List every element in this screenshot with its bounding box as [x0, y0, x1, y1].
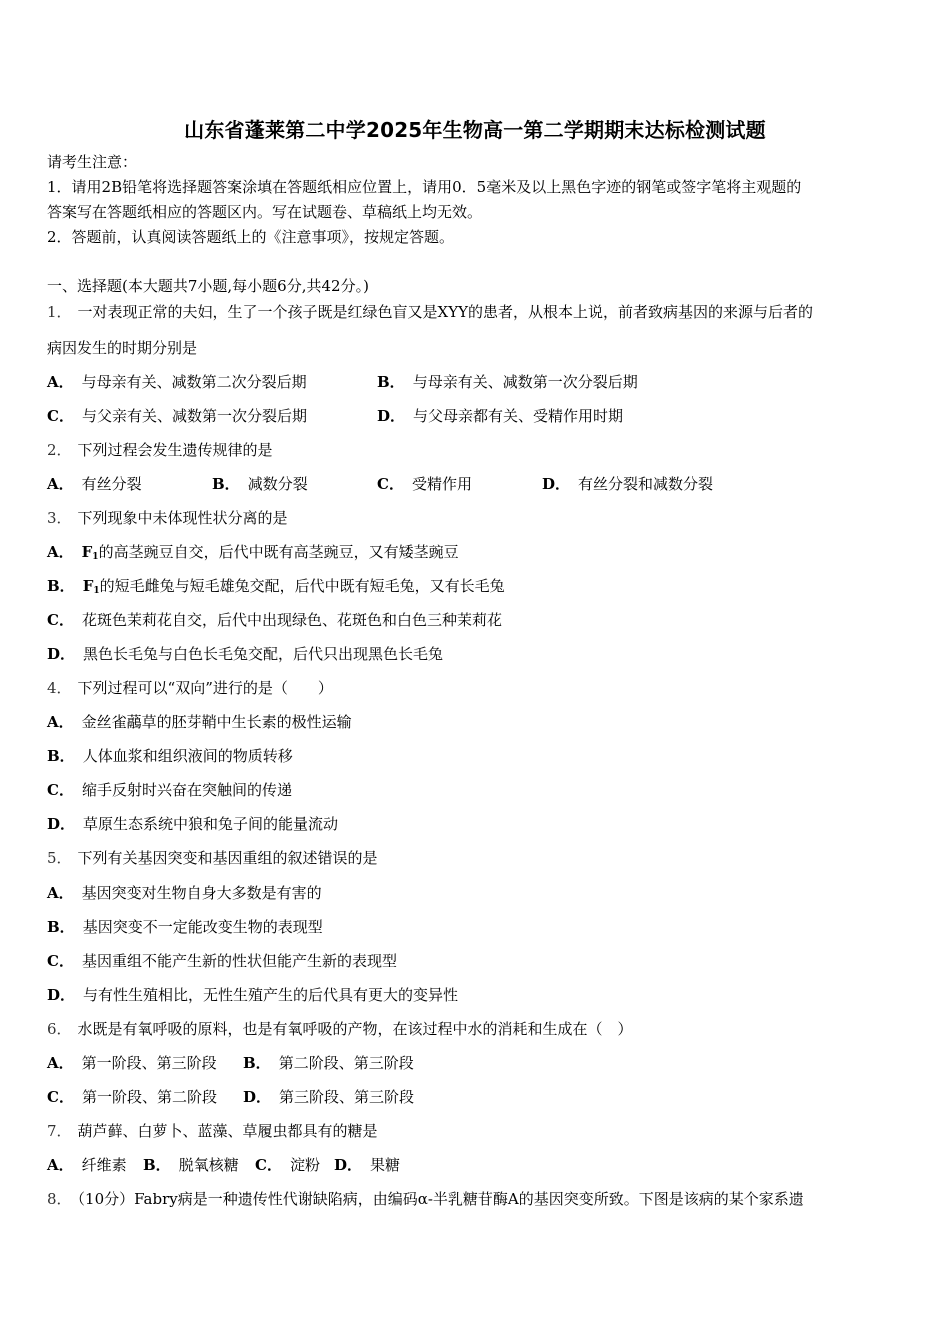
question-text: 下列有关基因突变和基因重组的叙述错误的是 [77, 849, 378, 867]
question-number: 1． [47, 303, 72, 321]
option-b[interactable]: B． $F_1$的短毛雌兔与短毛雄兔交配，后代中既有短毛兔，又有长毛兔 [47, 577, 505, 596]
option-a[interactable]: A． 金丝雀虉草的胚芽鞘中生长素的极性运输 [47, 713, 352, 731]
option-b[interactable]: B． 第二阶段、第三阶段 [243, 1054, 414, 1072]
option-d[interactable]: D． 草原生态系统中狼和兔子间的能量流动 [47, 815, 339, 833]
option-d[interactable]: D． 有丝分裂和减数分裂 [542, 475, 714, 493]
option-a[interactable]: A． 基因突变对生物自身大多数是有害的 [47, 884, 322, 902]
option-b[interactable]: B． 与母亲有关、减数第一次分裂后期 [377, 373, 638, 391]
option-b[interactable]: B． 减数分裂 [212, 475, 308, 493]
option-c[interactable]: C． 与父亲有关、减数第一次分裂后期 [47, 407, 307, 425]
question-number: 8． [47, 1190, 72, 1208]
option-c[interactable]: C． 花斑色茉莉花自交，后代中出现绿色、花斑色和白色三种茉莉花 [47, 611, 502, 629]
option-d[interactable]: D． 第三阶段、第三阶段 [243, 1088, 415, 1106]
question-text: 下列过程会发生遗传规律的是 [77, 441, 273, 459]
option-c[interactable]: C． 缩手反射时兴奋在突触间的传递 [47, 781, 292, 799]
question-number: 4． [47, 679, 72, 697]
notice-item-1: 1．请用2B铅笔将选择题答案涂填在答题纸相应位置上，请用0．5毫米及以上黑色字迹的钢笔或签字笔将主观题的 [47, 178, 802, 196]
question-text: 下列现象中未体现性状分离的是 [77, 509, 288, 527]
notice-item-1-cont: 答案写在答题纸相应的答题区内。写在试题卷、草稿纸上均无效。 [47, 203, 483, 221]
question-text: 葫芦藓、白萝卜、蓝藻、草履虫都具有的糖是 [77, 1122, 378, 1140]
option-a[interactable]: A． 与母亲有关、减数第二次分裂后期 [47, 373, 307, 391]
option-c[interactable]: C． 淀粉 [255, 1156, 320, 1174]
question-text: （10分）Fabry病是一种遗传性代谢缺陷病，由编码α-半乳糖苷酶A的基因突变所致。下图是该病的某个家系遗 [77, 1190, 804, 1208]
question-text: 水既是有氧呼吸的原料，也是有氧呼吸的产物，在该过程中水的消耗和生成在（ ） [77, 1020, 633, 1038]
question-number: 7． [47, 1122, 72, 1140]
option-c[interactable]: C． 受精作用 [377, 475, 472, 493]
option-d[interactable]: D． 与父母亲都有关、受精作用时期 [377, 407, 624, 425]
question-8 [47, 1189, 804, 1209]
section-heading: 一、选择题(本大题共7小题,每小题6分,共42分。) [47, 277, 369, 295]
option-b[interactable]: B． 基因突变不一定能改变生物的表现型 [47, 918, 323, 936]
question-7 [47, 1121, 378, 1141]
question-text: 一对表现正常的夫妇，生了一个孩子既是红绿色盲又是XYY的患者，从根本上说，前者致病基因的来源与后者的 [77, 303, 814, 321]
option-a[interactable]: A． 纤维素 [47, 1156, 127, 1174]
question-6 [47, 1019, 633, 1039]
question-1 [47, 302, 813, 322]
page-title: 山东省蓬莱第二中学2025年生物高一第二学期期末达标检测试题 [184, 118, 766, 142]
option-b[interactable]: B． 人体血浆和组织液间的物质转移 [47, 747, 293, 765]
option-d[interactable]: D． 果糖 [334, 1156, 401, 1174]
option-c[interactable]: C． 第一阶段、第二阶段 [47, 1088, 217, 1106]
option-a[interactable]: A． 有丝分裂 [47, 475, 142, 493]
option-a[interactable]: A． $F_1$的高茎豌豆自交，后代中既有高茎豌豆，又有矮茎豌豆 [47, 543, 459, 562]
question-2 [47, 440, 273, 460]
option-d[interactable]: D． 黑色长毛兔与白色长毛兔交配，后代只出现黑色长毛兔 [47, 645, 444, 663]
question-number: 6． [47, 1020, 72, 1038]
option-c[interactable]: C． 基因重组不能产生新的性状但能产生新的表现型 [47, 952, 397, 970]
question-number: 5． [47, 849, 72, 867]
question-5 [47, 848, 378, 868]
question-number: 3． [47, 509, 72, 527]
notice-heading: 请考生注意： [47, 153, 138, 171]
option-a[interactable]: A． 第一阶段、第三阶段 [47, 1054, 217, 1072]
question-4 [47, 678, 333, 698]
option-b[interactable]: B． 脱氧核糖 [143, 1156, 239, 1174]
question-3 [47, 508, 288, 528]
notice-item-2: 2．答题前，认真阅读答题纸上的《注意事项》，按规定答题。 [47, 228, 455, 246]
question-text: 下列过程可以“双向”进行的是（ ） [77, 679, 333, 697]
option-d[interactable]: D． 与有性生殖相比，无性生殖产生的后代具有更大的变异性 [47, 986, 459, 1004]
question-1-cont: 病因发生的时期分别是 [47, 339, 198, 357]
question-number: 2． [47, 441, 72, 459]
